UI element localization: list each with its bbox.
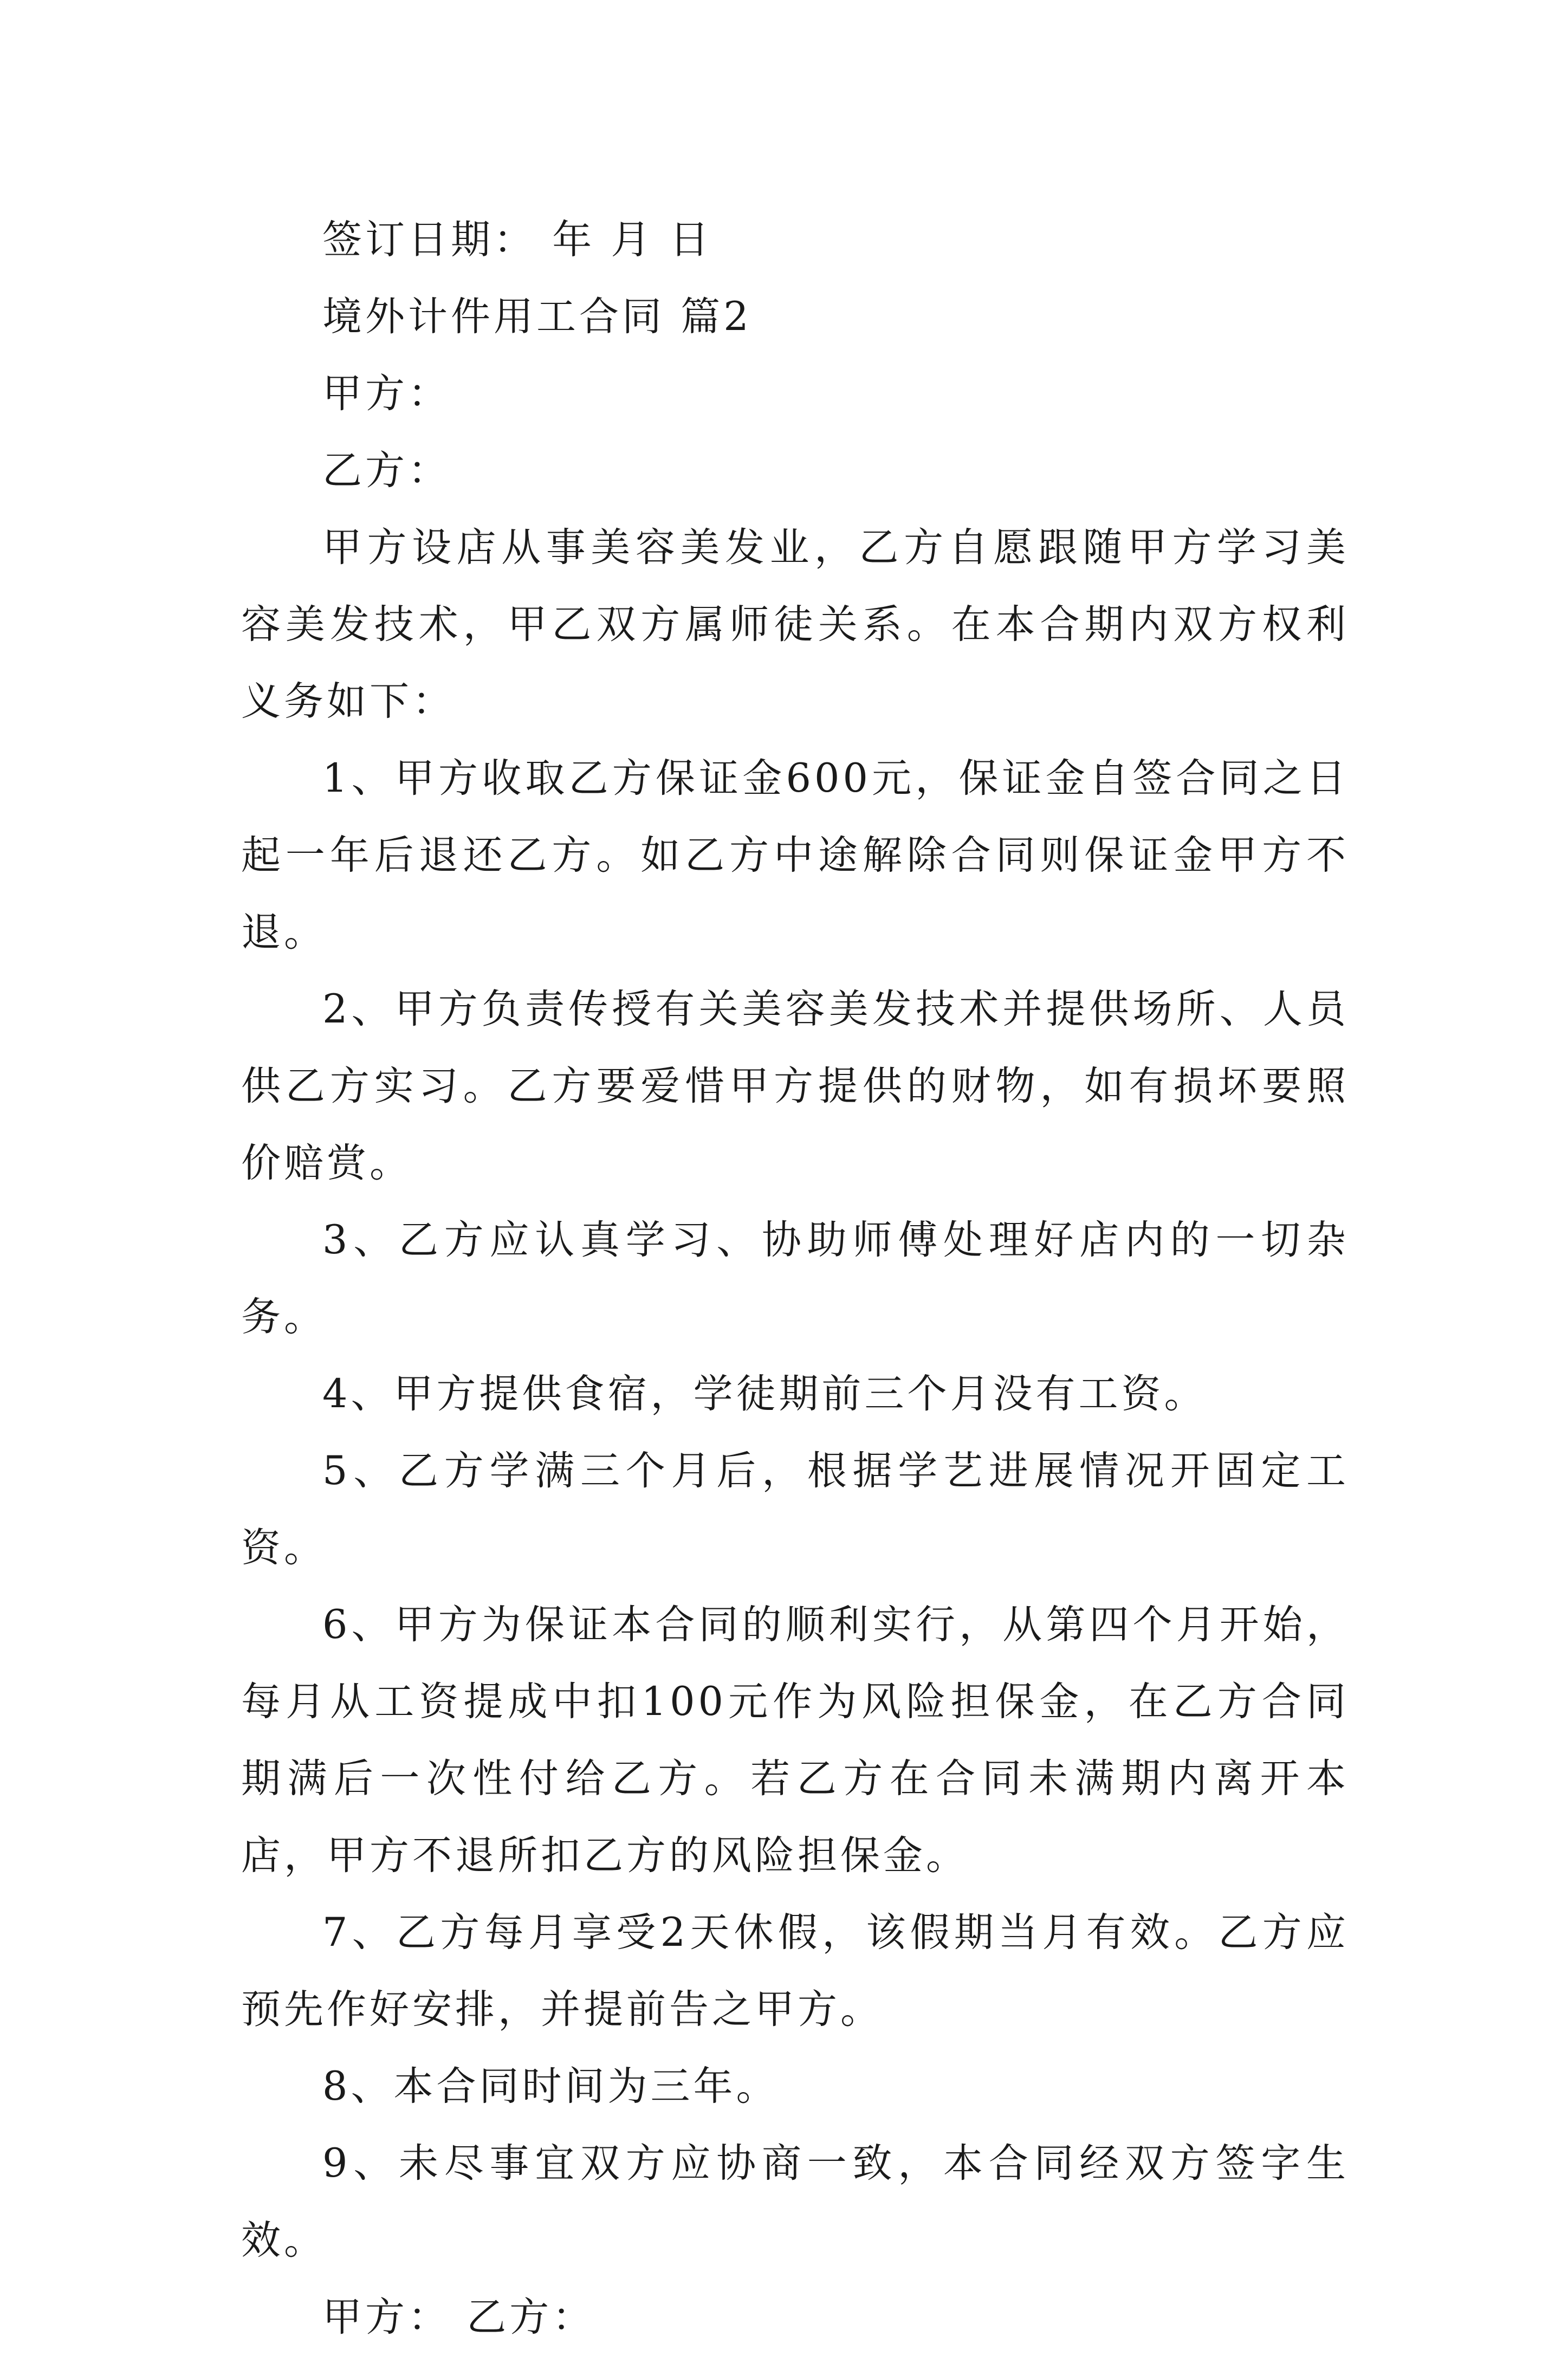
clause-9: 9、未尽事宜双方应协商一致，本合同经双方签字生效。: [241, 2140, 1349, 2263]
clause-6: 6、甲方为保证本合同的顺利实行，从第四个月开始，每月从工资提成中扣100元作为风险担保金，在乙方合同期满后一次性付给乙方。若乙方在合同未满期内离开本店，甲方不退所扣乙方的风险担保金。: [241, 1602, 1349, 1879]
sign-date-line: 签订日期： 年 月 日: [322, 217, 712, 263]
clause-7: 7、乙方每月享受2天休假，该假期当月有效。乙方应预先作好安排，并提前告之甲方。: [241, 1910, 1349, 2033]
clause-2: 2、甲方负责传授有关美容美发技术并提供场所、人员供乙方实习。乙方要爱惜甲方提供的财物，如有损坏要照价赔赏。: [241, 986, 1349, 1186]
party-b-label: 乙方：: [322, 448, 451, 494]
clause-3: 3、乙方应认真学习、协助师傅处理好店内的一切杂务。: [241, 1217, 1349, 1340]
clause-8: 8、本合同时间为三年。: [322, 2063, 779, 2109]
intro-paragraph: 甲方设店从事美容美发业，乙方自愿跟随甲方学习美容美发技术，甲乙双方属师徒关系。在本合期内双方权利义务如下：: [241, 525, 1349, 724]
clause-1: 1、甲方收取乙方保证金600元，保证金自签合同之日起一年后退还乙方。如乙方中途解除合同则保证金甲方不退。: [241, 755, 1349, 955]
clause-4: 4、甲方提供食宿，学徒期前三个月没有工资。: [322, 1371, 1207, 1417]
document-body: [241, 202, 1349, 2356]
section-title: 境外计件用工合同 篇2: [322, 294, 752, 340]
signature-line: 甲方： 乙方：: [322, 2294, 595, 2340]
clause-5: 5、乙方学满三个月后，根据学艺进展情况开固定工资。: [241, 1448, 1349, 1571]
party-a-label: 甲方：: [322, 371, 451, 417]
